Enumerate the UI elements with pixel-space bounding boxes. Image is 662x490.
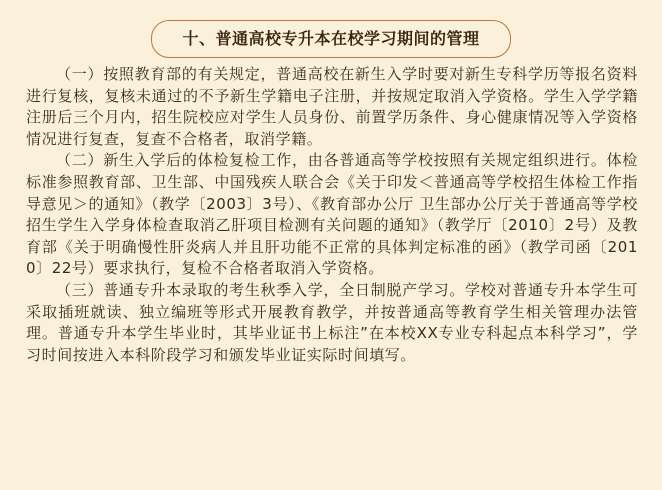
paragraph-3: （三）普通专升本录取的考生秋季入学，全日制脱产学习。学校对普通专升本学生可采取插班就读、独立编班等形式开展教育教学，并按普通高等教育学生相关管理办法管理。普通专升本学生毕业时，其毕业证书上标注”在本校XX专业专科起点本科学习”，学习时间按进入本科阶段学习和颁发毕业证实际时间填写。 (26, 280, 638, 364)
paragraph-1: （一）按照教育部的有关规定，普通高校在新生入学时要对新生专科学历等报名资料进行复核，复核未通过的不予新生学籍电子注册，并按规定取消入学资格。学生入学学籍注册后三个月内，招生院校应对学生人员身份、前置学历条件、身心健康情况等入学资格情况进行复查，复查不合格者，取消学籍。 (26, 65, 638, 148)
paragraph-2: （二）新生入学后的体检复检工作，由各普通高等学校按照有关规定组织进行。体检标准参照教育部、卫生部、中国残疾人联合会《关于印发＜普通高等学校招生体检工作指导意见＞的通知》（教学〔2003〕3号）、《教育部办公厅 卫生部办公厅关于普通高等学校招生学生入学身体检查取消乙肝项目检测有关问题的通知》（教学厅〔2010〕2号）及教育部《关于明确慢性肝炎病人并且肝功能不正常的具体判定标准的函》（教学司函〔2010〕22号）要求执行，复检不合格者取消入学资格。 (26, 151, 638, 278)
section-title-container (0, 20, 662, 58)
section-title: 十、普通高校专升本在校学习期间的管理 (151, 20, 510, 58)
document-body (26, 64, 638, 366)
